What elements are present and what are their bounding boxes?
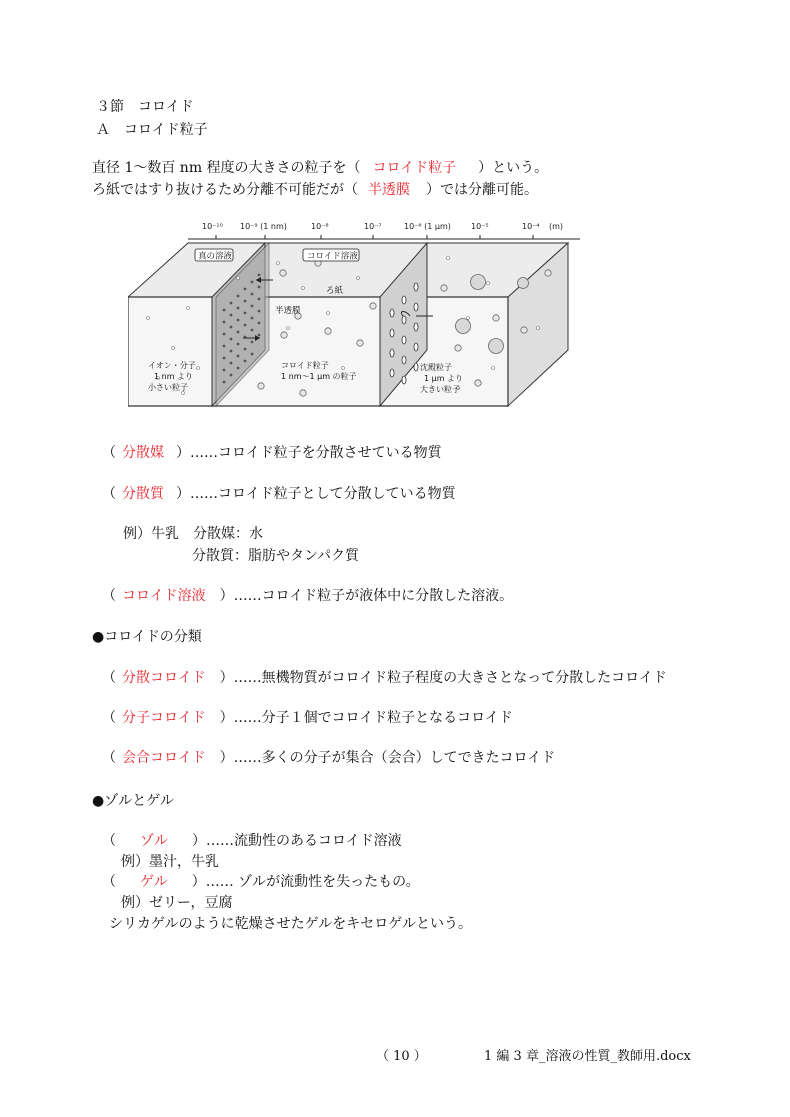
answer-molecular-colloid: 分子コロイド — [122, 710, 206, 726]
def-dispersion-medium — [102, 442, 442, 462]
def-text: ……コロイド粒子として分散している物質 — [190, 486, 456, 502]
example-milk-line2: 分散質：脂肪やタンパク質 — [192, 548, 360, 564]
label-small-particle-1: イオン・分子 — [148, 361, 196, 370]
paren-open: （ — [102, 710, 116, 726]
answer-sol: ゾル — [140, 833, 168, 849]
answer-colloid-solution: コロイド溶液 — [122, 588, 206, 604]
classification-item — [102, 747, 555, 767]
label-true-solution: 真の溶液 — [198, 251, 233, 262]
paren-close: ） — [176, 486, 190, 502]
paren-open: （ — [102, 874, 116, 890]
label-small-particle-3: 小さい粒子 — [148, 383, 188, 392]
paren-close: ） — [219, 750, 234, 766]
def-sol — [102, 830, 402, 850]
section-heading: ３節 コロイド — [96, 99, 194, 115]
paren-open: （ — [102, 588, 116, 604]
label-precipitate-2: 1 μm より — [424, 374, 464, 383]
scale-tick-1: 10⁻¹⁰ — [202, 222, 223, 231]
answer-gel: ゲル — [140, 874, 168, 890]
def-gel — [102, 871, 420, 891]
label-colloid-solution: コロイド溶液 — [307, 251, 358, 262]
section-subheading: Ａ コロイド粒子 — [96, 122, 208, 138]
label-precipitate-1: 沈殿粒子 — [420, 363, 452, 372]
classification-heading: ●コロイドの分類 — [92, 629, 202, 645]
example-milk-line1: 例）牛乳 分散媒：水 — [123, 526, 263, 542]
paren-open: （ — [102, 445, 116, 461]
scale-tick-unit: (m) — [549, 222, 564, 231]
answer-dispersed-phase: 分散質 — [122, 486, 164, 502]
paren-close: ） — [192, 833, 206, 849]
sol-gel-heading: ●ゾルとゲル — [92, 793, 174, 809]
colloid-size-figure — [128, 218, 580, 418]
intro-line2-post: ）では分離可能。 — [426, 182, 538, 198]
def-text: ……無機物質がコロイド粒子程度の大きさとなって分散したコロイド — [233, 670, 667, 686]
def-text: ……コロイド粒子が液体中に分散した溶液。 — [233, 588, 514, 604]
classification-item — [102, 707, 513, 727]
scale-tick-5: 10⁻⁶ (1 μm) — [404, 222, 451, 231]
paren-open: （ — [102, 750, 116, 766]
paren-close: ） — [176, 445, 190, 461]
paren-close: ） — [191, 874, 206, 890]
paren-close: ） — [219, 710, 234, 726]
def-text: …… ゾルが流動性を失ったもの。 — [205, 874, 420, 890]
intro-line1-post: ）という。 — [478, 160, 549, 176]
intro-line-1 — [92, 157, 548, 177]
paren-open: （ — [102, 486, 116, 502]
intro-line1-pre: 直径 1〜数百 nm 程度の大きさの粒子を（ — [92, 160, 361, 176]
classification-item — [102, 667, 667, 687]
label-semipermeable: 半透膜 — [275, 306, 301, 316]
intro-line2-pre: ろ紙ではすり抜けるため分離不可能だが（ — [92, 182, 358, 198]
label-small-particle-2: 1 nm より — [154, 372, 194, 381]
answer-dispersion-colloid: 分散コロイド — [122, 670, 206, 686]
label-colloid-particle-2: 1 nm〜1 μm の粒子 — [281, 372, 357, 381]
scale-tick-4: 10⁻⁷ — [364, 222, 382, 231]
def-text: ……コロイド粒子を分散させている物質 — [190, 445, 442, 461]
xerogel-note: シリカゲルのように乾燥させたゲルをキセロゲルという。 — [109, 916, 473, 932]
def-text: ……分子１個でコロイド粒子となるコロイド — [233, 710, 513, 726]
label-colloid-particle-1: コロイド粒子 — [281, 361, 329, 370]
gel-example: 例）ゼリー，豆腐 — [121, 895, 233, 911]
scale-tick-2: 10⁻⁹ (1 nm) — [240, 222, 287, 231]
intro-line-2 — [92, 179, 538, 199]
sol-example: 例）墨汁，牛乳 — [121, 854, 219, 870]
def-colloid-solution — [102, 585, 513, 605]
paren-close: ） — [219, 670, 234, 686]
paren-close: ） — [219, 588, 234, 604]
footer-filename: 1 編 3 章_溶液の性質_教師用.docx — [484, 1049, 691, 1064]
label-filter-paper: ろ紙 — [326, 286, 344, 296]
answer-semipermeable-membrane: 半透膜 — [368, 182, 410, 198]
answer-colloid-particle: コロイド粒子 — [372, 160, 457, 176]
paren-open: （ — [102, 833, 116, 849]
scale-tick-7: 10⁻⁴ — [522, 222, 540, 231]
answer-dispersion-medium: 分散媒 — [122, 445, 164, 461]
def-text: ……流動性のあるコロイド溶液 — [206, 833, 402, 849]
page-number: （ 10 ） — [376, 1049, 427, 1064]
scale-tick-6: 10⁻⁵ — [471, 222, 489, 231]
scale-tick-3: 10⁻⁸ — [311, 222, 329, 231]
def-text: ……多くの分子が集合（会合）してできたコロイド — [233, 750, 556, 766]
answer-association-colloid: 会合コロイド — [122, 750, 206, 766]
paren-open: （ — [102, 670, 116, 686]
def-dispersed-phase — [102, 483, 456, 503]
label-precipitate-3: 大きい粒子 — [420, 385, 460, 394]
